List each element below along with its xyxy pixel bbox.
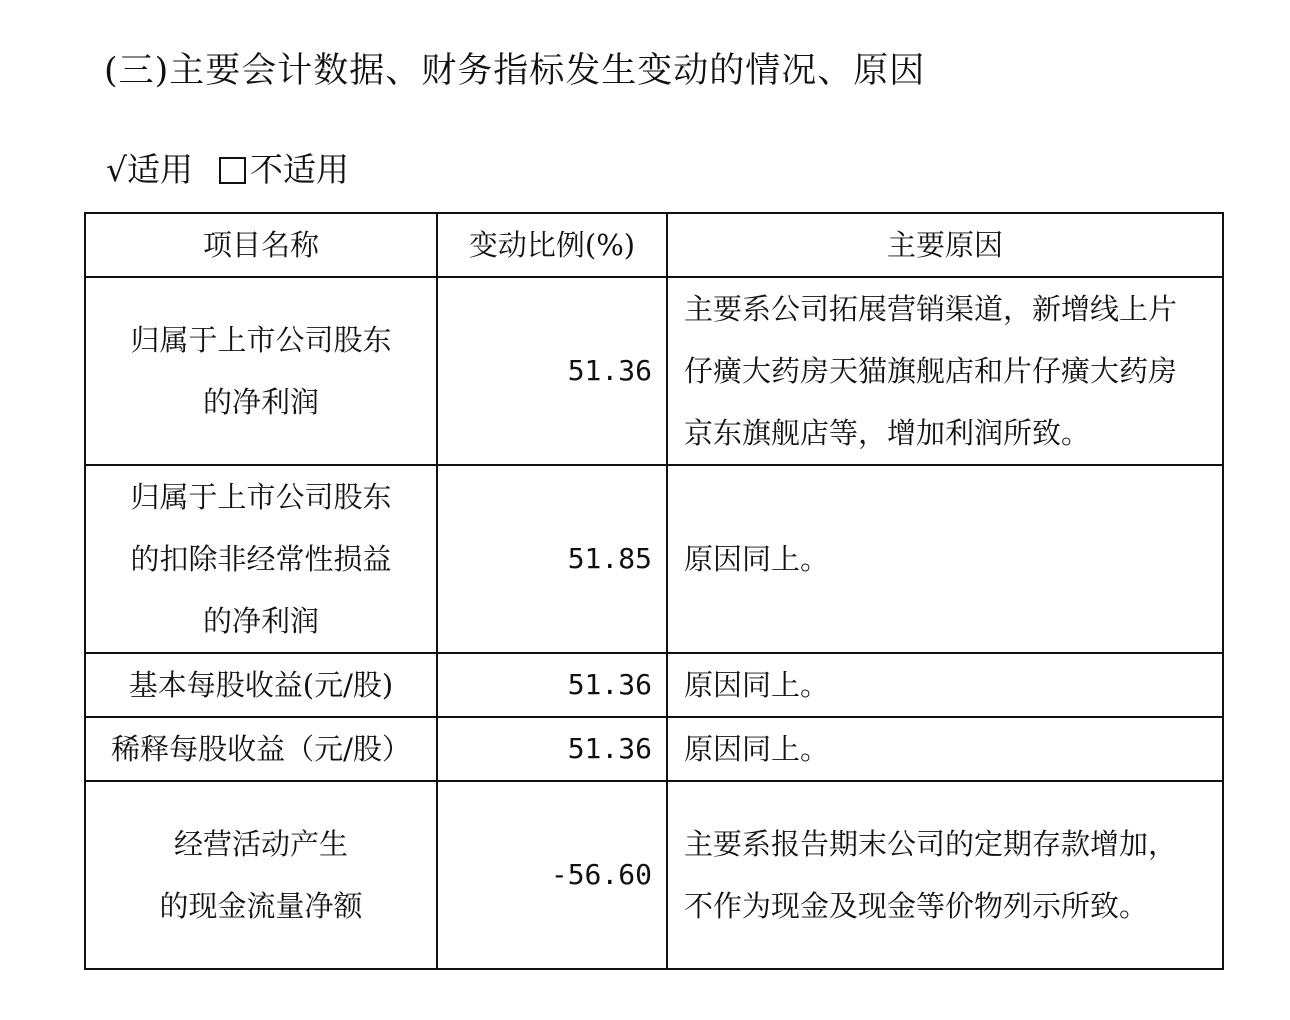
item-name-line: 经营活动产生 [173,827,348,861]
item-name-line: 的扣除非经常性损益 [130,542,392,576]
item-name-cell [85,781,437,969]
header-main-reason: 主要原因 [667,213,1223,277]
item-name-line: 归属于上市公司股东 [130,323,392,357]
change-reasons-table [84,212,1224,970]
item-name-line: 归属于上市公司股东 [130,480,392,514]
item-name-line: 的净利润 [202,604,319,638]
item-name-line: 基本每股收益(元/股) [128,668,394,702]
reason-cell: 原因同上。 [667,465,1223,653]
checkmark-icon: √ [106,150,128,189]
change-ratio-cell: 51.36 [437,277,667,465]
header-item-name: 项目名称 [85,213,437,277]
reason-cell: 原因同上。 [667,653,1223,717]
table-row [85,277,1223,465]
item-name-line: 稀释每股收益（元/股） [111,732,411,766]
item-name-cell [85,717,437,781]
header-change-ratio: 变动比例(%) [437,213,667,277]
change-ratio-cell: 51.85 [437,465,667,653]
table-row [85,781,1223,969]
section-title: (三)主要会计数据、财务指标发生变动的情况、原因 [104,51,926,91]
change-ratio-cell: -56.60 [437,781,667,969]
table-header-row [85,213,1223,277]
reason-cell: 主要系报告期末公司的定期存款增加，不作为现金及现金等价物列示所致。 [667,781,1223,969]
item-name-cell [85,277,437,465]
table-row [85,465,1223,653]
item-name-line: 的现金流量净额 [159,889,363,923]
reason-cell: 主要系公司拓展营销渠道，新增线上片仔癀大药房天猫旗舰店和片仔癀大药房京东旗舰店等，增加利润所致。 [667,277,1223,465]
change-ratio-cell: 51.36 [437,717,667,781]
not-applicable-label: 不适用 [250,150,350,189]
reason-cell: 原因同上。 [667,717,1223,781]
table-row [85,653,1223,717]
applicability-options [106,146,349,194]
item-name-line: 的净利润 [202,385,319,419]
applicable-label: 适用 [127,150,194,189]
table-row [85,717,1223,781]
item-name-cell [85,653,437,717]
empty-checkbox-icon [219,157,246,184]
change-ratio-cell: 51.36 [437,653,667,717]
item-name-cell [85,465,437,653]
